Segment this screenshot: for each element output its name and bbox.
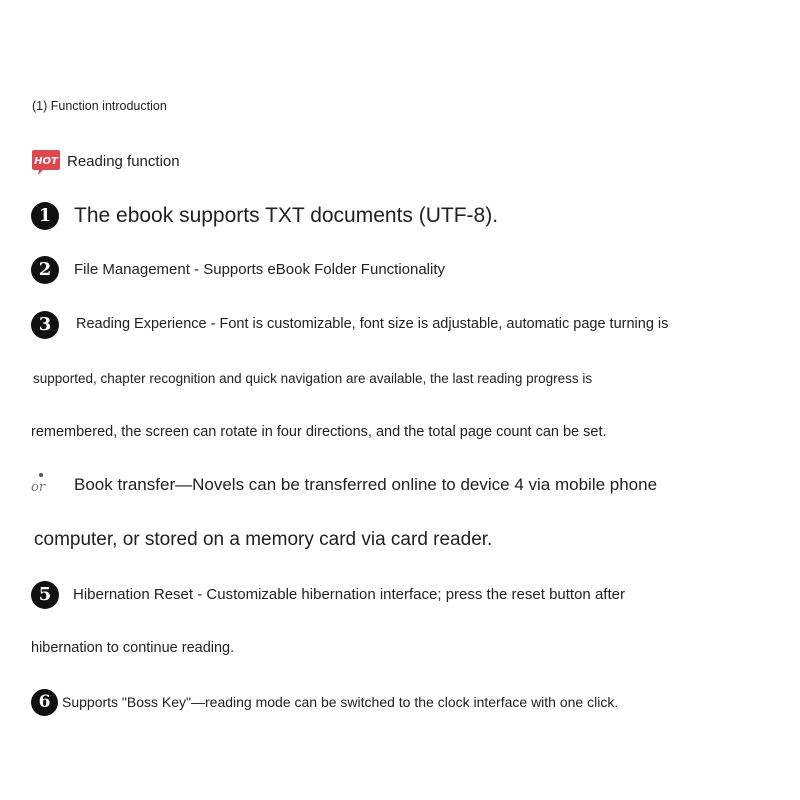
number-2-icon: 2 [31, 256, 59, 284]
number-3-icon: 3 [31, 311, 59, 339]
item-4-line-1: Book transfer—Novels can be transferred online to device 4 via mobile phone [74, 475, 658, 494]
item-3-line-1: Reading Experience - Font is customizable, font size is adjustable, automatic page turning is [76, 316, 669, 332]
number-4-glyph-text: or [31, 480, 46, 495]
section-heading: (1) Function introduction [32, 99, 167, 113]
hot-badge-text: HOT [34, 156, 58, 167]
item-5-line-1: Hibernation Reset - Customizable hibernation interface; press the reset button after [73, 586, 625, 603]
number-1-icon: 1 [31, 202, 59, 230]
hot-badge-icon [31, 147, 61, 177]
number-5-icon: 5 [31, 581, 59, 609]
item-3-line-2: supported, chapter recognition and quick navigation are available, the last reading progress is [33, 371, 593, 386]
item-3-line-3: remembered, the screen can rotate in four directions, and the total page count can be set. [31, 424, 607, 440]
item-2-text: File Management - Supports eBook Folder Functionality [74, 261, 446, 278]
item-1-text: The ebook supports TXT documents (UTF-8). [74, 204, 499, 227]
item-4-line-2: computer, or stored on a memory card via card reader. [34, 529, 493, 550]
reading-function-title: Reading function [67, 153, 180, 170]
number-4-glyph-icon [30, 473, 52, 495]
item-5-line-2: hibernation to continue reading. [31, 640, 235, 656]
number-6-icon: 6 [31, 689, 58, 716]
item-6-text: Supports "Boss Key"—reading mode can be switched to the clock interface with one click. [62, 694, 619, 710]
glyph-dot [39, 473, 43, 477]
